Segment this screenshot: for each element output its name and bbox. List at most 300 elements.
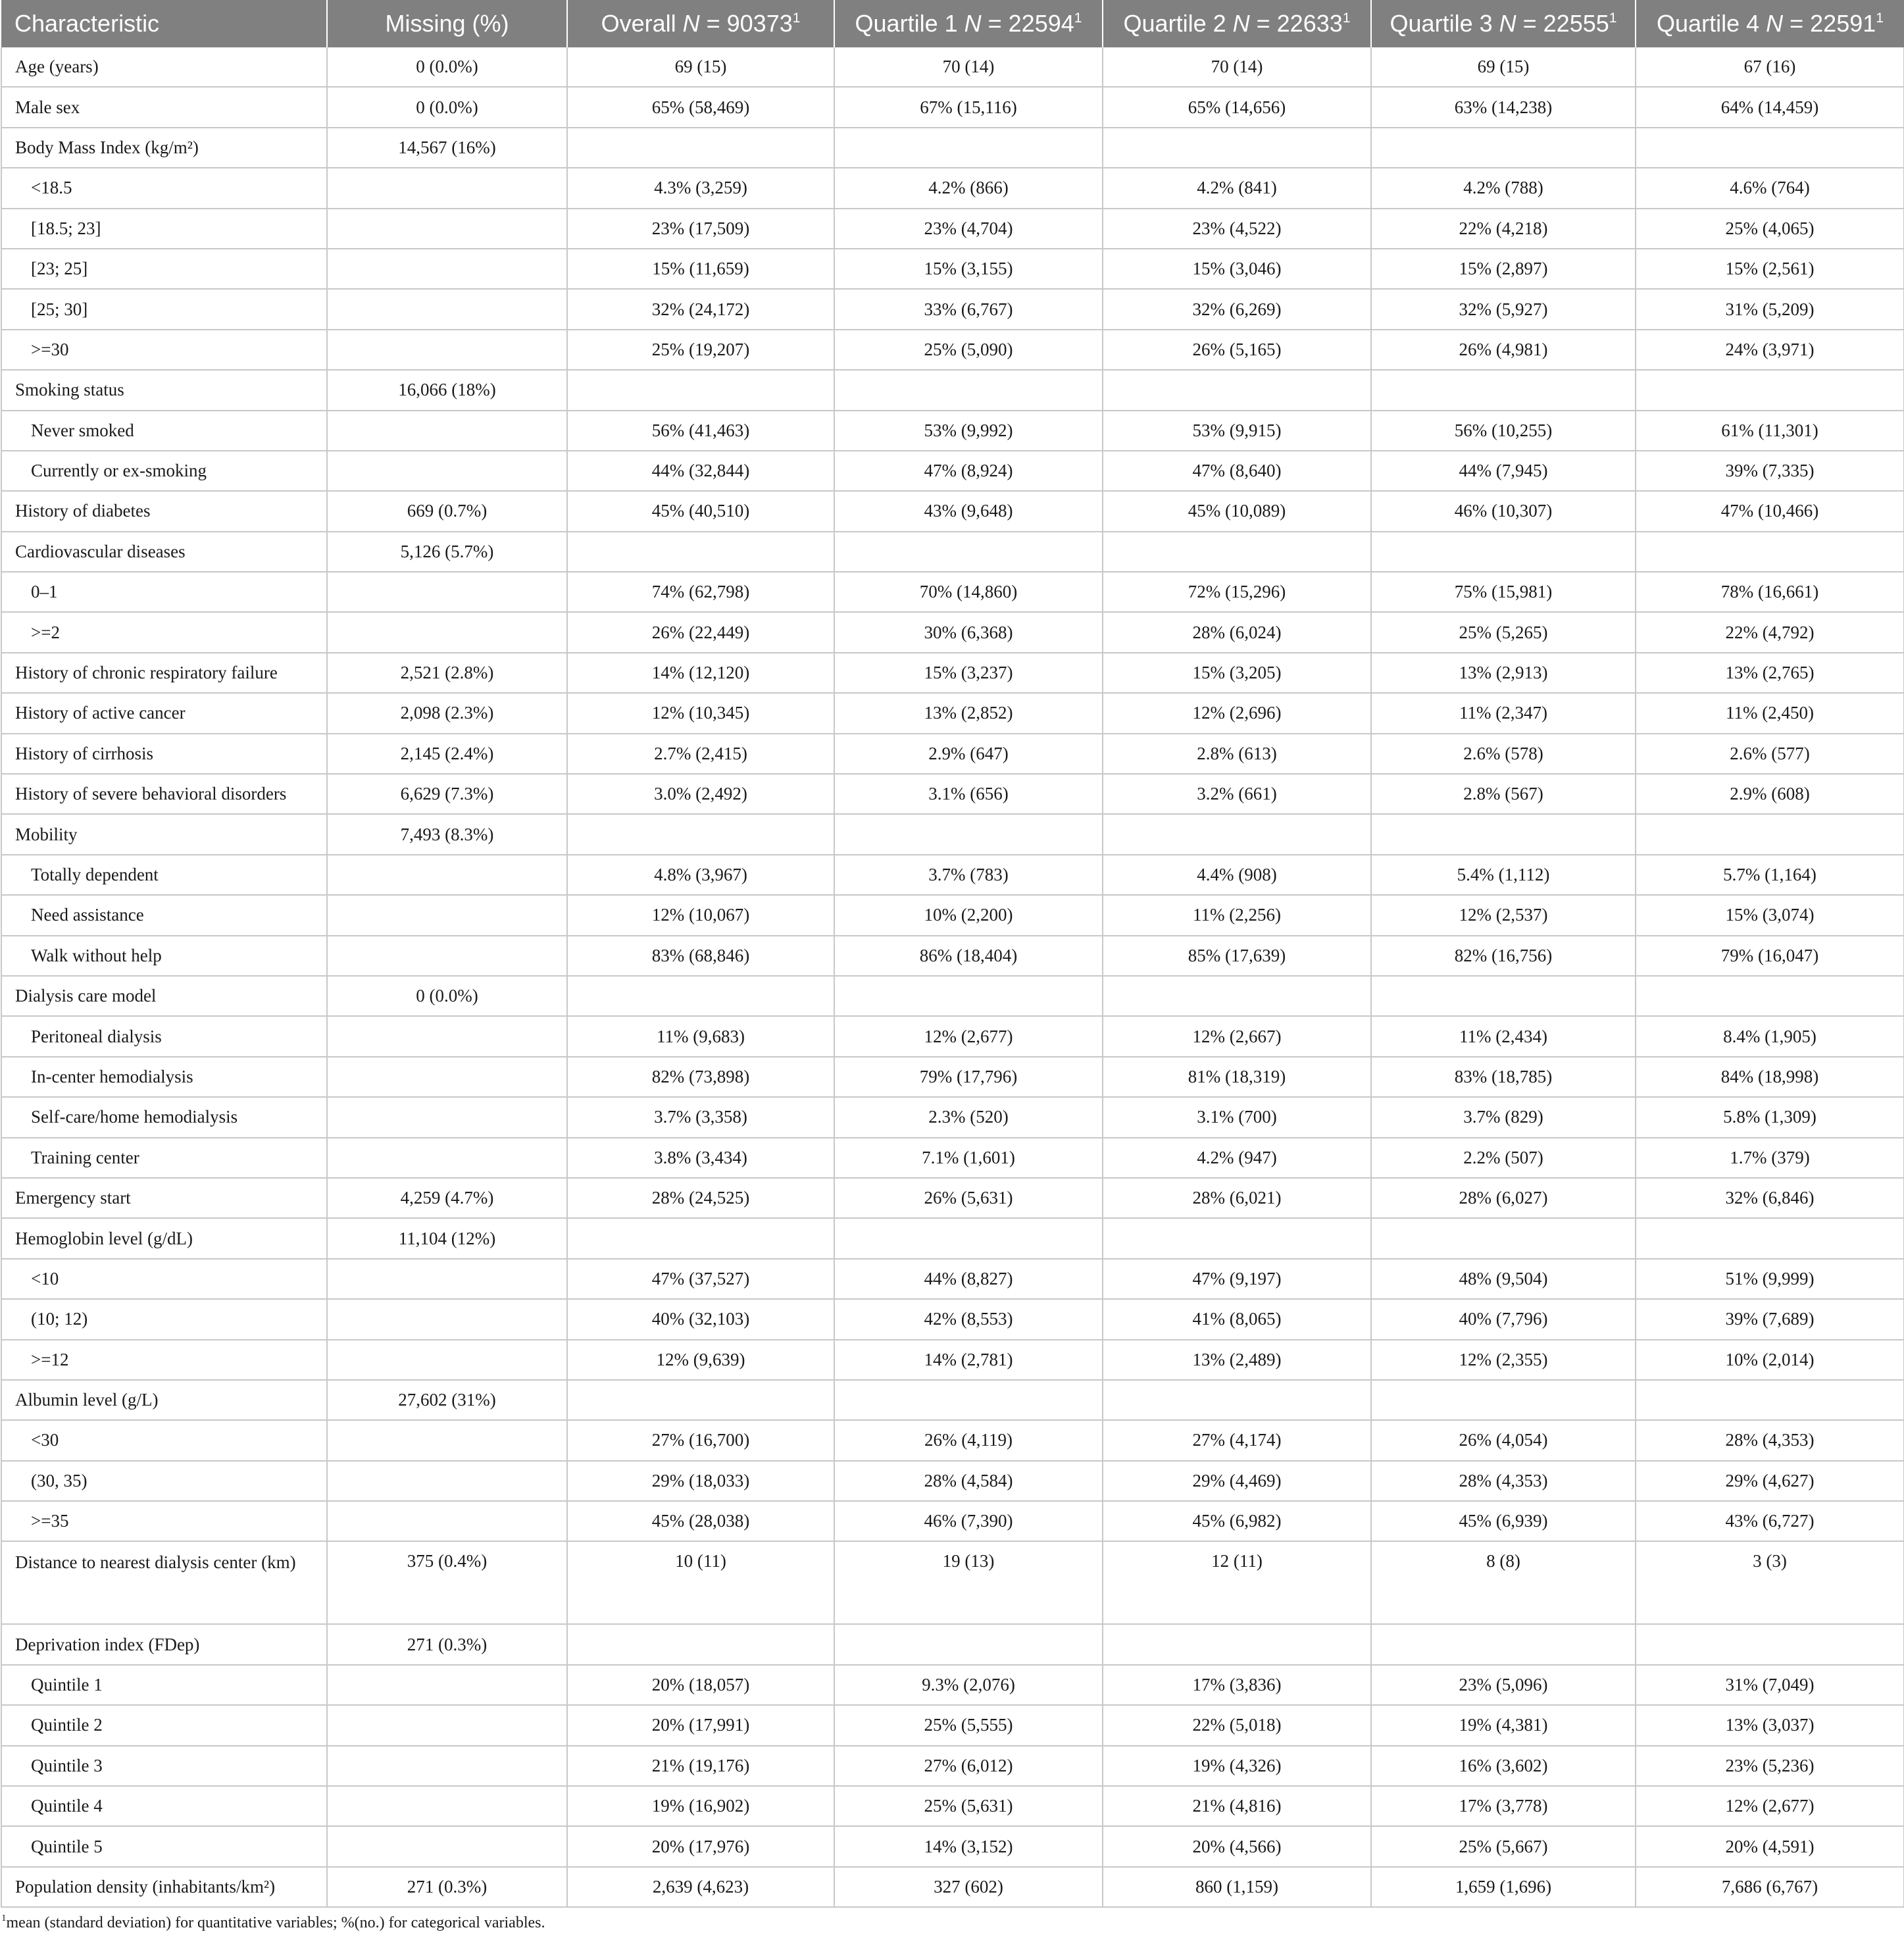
cell-quartile-1: 25% (5,555)	[834, 1705, 1103, 1745]
cell-quartile-4: 20% (4,591)	[1636, 1826, 1904, 1866]
cell-quartile-1: 67% (15,116)	[834, 87, 1103, 127]
cell-quartile-3: 11% (2,347)	[1371, 693, 1636, 733]
cell-missing	[327, 895, 567, 935]
row-label: <30	[1, 1420, 327, 1460]
cell-overall	[567, 370, 834, 410]
cell-quartile-2	[1103, 814, 1371, 854]
cell-quartile-4: 12% (2,677)	[1636, 1786, 1904, 1826]
table-row	[1, 1299, 1904, 1339]
cell-missing	[327, 168, 567, 208]
cell-overall	[567, 976, 834, 1016]
cell-quartile-1: 12% (2,677)	[834, 1016, 1103, 1056]
header-quartile-2	[1103, 0, 1371, 47]
cell-overall: 23% (17,509)	[567, 209, 834, 249]
cell-quartile-1	[834, 1218, 1103, 1258]
cell-quartile-4	[1636, 1624, 1904, 1664]
cell-quartile-2: 3.2% (661)	[1103, 774, 1371, 814]
table-row	[1, 653, 1904, 693]
row-label: >=2	[1, 612, 327, 652]
cell-quartile-2: 41% (8,065)	[1103, 1299, 1371, 1339]
cell-overall: 45% (40,510)	[567, 491, 834, 531]
cell-missing	[327, 1299, 567, 1339]
cell-missing	[327, 1016, 567, 1056]
cell-missing: 0 (0.0%)	[327, 976, 567, 1016]
cell-quartile-4: 5.8% (1,309)	[1636, 1097, 1904, 1137]
header-missing: Missing (%)	[327, 0, 567, 47]
cell-missing	[327, 855, 567, 895]
cell-quartile-4: 79% (16,047)	[1636, 936, 1904, 976]
cell-overall: 3.0% (2,492)	[567, 774, 834, 814]
cell-overall: 47% (37,527)	[567, 1259, 834, 1299]
cell-quartile-3: 17% (3,778)	[1371, 1786, 1636, 1826]
cell-quartile-3: 1,659 (1,696)	[1371, 1867, 1636, 1907]
cell-quartile-4: 7,686 (6,767)	[1636, 1867, 1904, 1907]
cell-overall: 21% (19,176)	[567, 1746, 834, 1786]
cell-quartile-2: 45% (6,982)	[1103, 1501, 1371, 1541]
cell-quartile-1	[834, 532, 1103, 572]
table-row	[1, 1461, 1904, 1501]
cell-missing	[327, 1057, 567, 1097]
cell-quartile-4: 43% (6,727)	[1636, 1501, 1904, 1541]
row-label: Age (years)	[1, 47, 327, 87]
table-row	[1, 1097, 1904, 1137]
row-label: Distance to nearest dialysis center (km)	[1, 1541, 327, 1624]
cell-quartile-3	[1371, 1380, 1636, 1420]
cell-missing	[327, 249, 567, 289]
header-n: N	[1499, 10, 1516, 37]
header-quartile-1	[834, 0, 1103, 47]
cell-quartile-1: 27% (6,012)	[834, 1746, 1103, 1786]
cell-overall: 32% (24,172)	[567, 289, 834, 329]
cell-quartile-2: 12 (11)	[1103, 1541, 1371, 1624]
header-n: N	[1232, 10, 1250, 37]
header-quartile-3	[1371, 0, 1636, 47]
cell-quartile-3: 2.8% (567)	[1371, 774, 1636, 814]
cell-quartile-4: 39% (7,689)	[1636, 1299, 1904, 1339]
row-label: (10; 12)	[1, 1299, 327, 1339]
row-label: >=12	[1, 1340, 327, 1380]
table-row	[1, 1016, 1904, 1056]
cell-quartile-4: 13% (3,037)	[1636, 1705, 1904, 1745]
row-label: Currently or ex-smoking	[1, 451, 327, 491]
header-quartile-4	[1636, 0, 1904, 47]
cell-quartile-1	[834, 1380, 1103, 1420]
cell-quartile-4: 5.7% (1,164)	[1636, 855, 1904, 895]
cell-quartile-3: 12% (2,537)	[1371, 895, 1636, 935]
cell-quartile-3: 4.2% (788)	[1371, 168, 1636, 208]
cell-quartile-4	[1636, 532, 1904, 572]
cell-missing	[327, 330, 567, 370]
table-row	[1, 1665, 1904, 1705]
table-row	[1, 895, 1904, 935]
table-row	[1, 1501, 1904, 1541]
cell-quartile-1: 3.7% (783)	[834, 855, 1103, 895]
cell-quartile-1: 47% (8,924)	[834, 451, 1103, 491]
cell-quartile-1: 25% (5,090)	[834, 330, 1103, 370]
cell-quartile-4: 28% (4,353)	[1636, 1420, 1904, 1460]
table-row	[1, 1541, 1904, 1624]
cell-missing	[327, 1826, 567, 1866]
cell-quartile-3	[1371, 814, 1636, 854]
cell-overall	[567, 128, 834, 168]
cell-quartile-4: 15% (3,074)	[1636, 895, 1904, 935]
header-footnote-mark: 1	[792, 11, 801, 26]
cell-quartile-4: 11% (2,450)	[1636, 693, 1904, 733]
header-label: Quartile 2	[1123, 10, 1226, 37]
table-row	[1, 612, 1904, 652]
cell-quartile-1	[834, 370, 1103, 410]
cell-quartile-4	[1636, 128, 1904, 168]
cell-quartile-2: 32% (6,269)	[1103, 289, 1371, 329]
cell-quartile-1: 2.3% (520)	[834, 1097, 1103, 1137]
row-label: Albumin level (g/L)	[1, 1380, 327, 1420]
table-row	[1, 1259, 1904, 1299]
cell-quartile-3: 26% (4,054)	[1371, 1420, 1636, 1460]
cell-quartile-2: 860 (1,159)	[1103, 1867, 1371, 1907]
cell-quartile-3: 63% (14,238)	[1371, 87, 1636, 127]
row-label: Population density (inhabitants/km²)	[1, 1867, 327, 1907]
cell-overall: 82% (73,898)	[567, 1057, 834, 1097]
cell-overall: 74% (62,798)	[567, 572, 834, 612]
table-row	[1, 330, 1904, 370]
cell-missing	[327, 1420, 567, 1460]
cell-quartile-4: 64% (14,459)	[1636, 87, 1904, 127]
cell-quartile-1: 9.3% (2,076)	[834, 1665, 1103, 1705]
cell-quartile-4: 22% (4,792)	[1636, 612, 1904, 652]
cell-missing: 16,066 (18%)	[327, 370, 567, 410]
table-row	[1, 249, 1904, 289]
cell-missing: 4,259 (4.7%)	[327, 1178, 567, 1218]
cell-quartile-2: 21% (4,816)	[1103, 1786, 1371, 1826]
cell-overall: 27% (16,700)	[567, 1420, 834, 1460]
cell-quartile-2: 28% (6,024)	[1103, 612, 1371, 652]
table-row	[1, 855, 1904, 895]
header-n-value: = 22555	[1516, 10, 1609, 37]
row-label: Hemoglobin level (g/dL)	[1, 1218, 327, 1258]
cell-missing	[327, 1138, 567, 1178]
header-n: N	[964, 10, 982, 37]
cell-quartile-2: 29% (4,469)	[1103, 1461, 1371, 1501]
cell-quartile-2: 47% (9,197)	[1103, 1259, 1371, 1299]
row-label: Quintile 1	[1, 1665, 327, 1705]
cell-quartile-4: 67 (16)	[1636, 47, 1904, 87]
row-label: History of cirrhosis	[1, 734, 327, 774]
header-footnote-mark: 1	[1074, 11, 1082, 26]
row-label: Quintile 5	[1, 1826, 327, 1866]
cell-quartile-2: 28% (6,021)	[1103, 1178, 1371, 1218]
cell-quartile-3: 2.6% (578)	[1371, 734, 1636, 774]
cell-quartile-2	[1103, 1218, 1371, 1258]
cell-quartile-3	[1371, 1218, 1636, 1258]
row-label: Mobility	[1, 814, 327, 854]
cell-quartile-4: 1.7% (379)	[1636, 1138, 1904, 1178]
table-row	[1, 572, 1904, 612]
cell-quartile-1: 15% (3,237)	[834, 653, 1103, 693]
cell-overall: 14% (12,120)	[567, 653, 834, 693]
cell-quartile-1: 26% (5,631)	[834, 1178, 1103, 1218]
cell-quartile-2: 53% (9,915)	[1103, 411, 1371, 451]
table-row	[1, 1705, 1904, 1745]
cell-quartile-4	[1636, 370, 1904, 410]
row-label: Need assistance	[1, 895, 327, 935]
cell-overall	[567, 1218, 834, 1258]
row-label: Self-care/home hemodialysis	[1, 1097, 327, 1137]
row-label: Male sex	[1, 87, 327, 127]
cell-quartile-4: 78% (16,661)	[1636, 572, 1904, 612]
table-row	[1, 1340, 1904, 1380]
cell-missing: 0 (0.0%)	[327, 47, 567, 87]
table-footnote	[1, 1913, 1904, 1932]
cell-quartile-4: 47% (10,466)	[1636, 491, 1904, 531]
cell-quartile-4	[1636, 976, 1904, 1016]
cell-quartile-4: 24% (3,971)	[1636, 330, 1904, 370]
cell-missing: 669 (0.7%)	[327, 491, 567, 531]
row-label: History of chronic respiratory failure	[1, 653, 327, 693]
cell-quartile-1: 7.1% (1,601)	[834, 1138, 1103, 1178]
cell-missing	[327, 411, 567, 451]
row-label: [25; 30]	[1, 289, 327, 329]
cell-quartile-4: 31% (5,209)	[1636, 289, 1904, 329]
cell-overall: 83% (68,846)	[567, 936, 834, 976]
cell-quartile-4: 3 (3)	[1636, 1541, 1904, 1624]
cell-quartile-1	[834, 814, 1103, 854]
cell-missing	[327, 936, 567, 976]
cell-quartile-4: 39% (7,335)	[1636, 451, 1904, 491]
cell-missing: 7,493 (8.3%)	[327, 814, 567, 854]
row-label: History of active cancer	[1, 693, 327, 733]
cell-missing	[327, 1461, 567, 1501]
row-label: Emergency start	[1, 1178, 327, 1218]
cell-quartile-2: 22% (5,018)	[1103, 1705, 1371, 1745]
row-label: Quintile 4	[1, 1786, 327, 1826]
table-row	[1, 289, 1904, 329]
cell-overall: 29% (18,033)	[567, 1461, 834, 1501]
cell-quartile-3: 56% (10,255)	[1371, 411, 1636, 451]
cell-quartile-3: 25% (5,265)	[1371, 612, 1636, 652]
cell-quartile-3: 23% (5,096)	[1371, 1665, 1636, 1705]
cell-quartile-2: 45% (10,089)	[1103, 491, 1371, 531]
cell-missing	[327, 1746, 567, 1786]
cell-overall: 69 (15)	[567, 47, 834, 87]
cell-quartile-4: 32% (6,846)	[1636, 1178, 1904, 1218]
cell-quartile-3: 45% (6,939)	[1371, 1501, 1636, 1541]
cell-quartile-2	[1103, 128, 1371, 168]
cell-quartile-1: 2.9% (647)	[834, 734, 1103, 774]
cell-quartile-1: 53% (9,992)	[834, 411, 1103, 451]
cell-quartile-2: 2.8% (613)	[1103, 734, 1371, 774]
header-n-value: = 22591	[1783, 10, 1876, 37]
row-label: <10	[1, 1259, 327, 1299]
cell-missing	[327, 1097, 567, 1137]
row-label: History of severe behavioral disorders	[1, 774, 327, 814]
footnote-mark: 1	[1, 1913, 7, 1924]
cell-quartile-3: 28% (6,027)	[1371, 1178, 1636, 1218]
cell-overall	[567, 1624, 834, 1664]
cell-quartile-3: 48% (9,504)	[1371, 1259, 1636, 1299]
row-label: [18.5; 23]	[1, 209, 327, 249]
cell-quartile-2: 85% (17,639)	[1103, 936, 1371, 976]
cell-missing	[327, 289, 567, 329]
cell-quartile-1	[834, 1624, 1103, 1664]
cell-quartile-2: 15% (3,046)	[1103, 249, 1371, 289]
cell-quartile-1: 79% (17,796)	[834, 1057, 1103, 1097]
cell-quartile-3: 5.4% (1,112)	[1371, 855, 1636, 895]
cell-quartile-3: 75% (15,981)	[1371, 572, 1636, 612]
cell-overall: 2,639 (4,623)	[567, 1867, 834, 1907]
cell-quartile-1: 25% (5,631)	[834, 1786, 1103, 1826]
cell-quartile-3: 32% (5,927)	[1371, 289, 1636, 329]
row-label: <18.5	[1, 168, 327, 208]
cell-quartile-3: 46% (10,307)	[1371, 491, 1636, 531]
row-label: Never smoked	[1, 411, 327, 451]
cell-quartile-2: 11% (2,256)	[1103, 895, 1371, 935]
row-label: Body Mass Index (kg/m²)	[1, 128, 327, 168]
cell-quartile-1: 327 (602)	[834, 1867, 1103, 1907]
cell-quartile-2: 4.2% (947)	[1103, 1138, 1371, 1178]
cell-quartile-3	[1371, 1624, 1636, 1664]
cell-quartile-4: 15% (2,561)	[1636, 249, 1904, 289]
cell-quartile-2: 19% (4,326)	[1103, 1746, 1371, 1786]
cell-quartile-2	[1103, 1624, 1371, 1664]
cell-quartile-3: 26% (4,981)	[1371, 330, 1636, 370]
table-row	[1, 87, 1904, 127]
header-overall	[567, 0, 834, 47]
cell-quartile-4: 84% (18,998)	[1636, 1057, 1904, 1097]
cell-quartile-1: 33% (6,767)	[834, 289, 1103, 329]
cell-overall: 44% (32,844)	[567, 451, 834, 491]
cell-quartile-2: 27% (4,174)	[1103, 1420, 1371, 1460]
cell-quartile-1	[834, 128, 1103, 168]
table-row	[1, 1786, 1904, 1826]
header-footnote-mark: 1	[1876, 11, 1884, 26]
table-row	[1, 411, 1904, 451]
cell-overall: 20% (17,976)	[567, 1826, 834, 1866]
row-label: Smoking status	[1, 370, 327, 410]
row-label: History of diabetes	[1, 491, 327, 531]
cell-missing: 2,521 (2.8%)	[327, 653, 567, 693]
cell-overall: 12% (10,345)	[567, 693, 834, 733]
table-body	[1, 47, 1904, 1907]
cell-overall: 12% (10,067)	[567, 895, 834, 935]
cell-overall	[567, 532, 834, 572]
cell-quartile-2	[1103, 976, 1371, 1016]
table-row	[1, 936, 1904, 976]
table-row	[1, 370, 1904, 410]
cell-quartile-2	[1103, 370, 1371, 410]
cell-missing: 14,567 (16%)	[327, 128, 567, 168]
cell-overall	[567, 1380, 834, 1420]
cell-quartile-2: 47% (8,640)	[1103, 451, 1371, 491]
cell-overall: 19% (16,902)	[567, 1786, 834, 1826]
table-row	[1, 1380, 1904, 1420]
cell-missing	[327, 1786, 567, 1826]
table-row	[1, 128, 1904, 168]
cell-quartile-1: 26% (4,119)	[834, 1420, 1103, 1460]
cell-quartile-1: 19 (13)	[834, 1541, 1103, 1624]
cell-quartile-3: 83% (18,785)	[1371, 1057, 1636, 1097]
cell-quartile-2: 26% (5,165)	[1103, 330, 1371, 370]
row-label: (30, 35)	[1, 1461, 327, 1501]
row-label: 0–1	[1, 572, 327, 612]
cell-quartile-1: 70% (14,860)	[834, 572, 1103, 612]
cell-overall: 3.8% (3,434)	[567, 1138, 834, 1178]
cell-quartile-2: 15% (3,205)	[1103, 653, 1371, 693]
cell-overall: 28% (24,525)	[567, 1178, 834, 1218]
cell-quartile-3: 19% (4,381)	[1371, 1705, 1636, 1745]
cell-missing: 5,126 (5.7%)	[327, 532, 567, 572]
cell-quartile-1: 23% (4,704)	[834, 209, 1103, 249]
cell-quartile-3: 3.7% (829)	[1371, 1097, 1636, 1137]
cell-quartile-1: 15% (3,155)	[834, 249, 1103, 289]
cell-quartile-3: 82% (16,756)	[1371, 936, 1636, 976]
header-footnote-mark: 1	[1609, 11, 1617, 26]
cell-overall: 4.8% (3,967)	[567, 855, 834, 895]
table-row	[1, 814, 1904, 854]
cell-missing	[327, 1259, 567, 1299]
cell-quartile-3: 28% (4,353)	[1371, 1461, 1636, 1501]
cell-missing	[327, 451, 567, 491]
cell-quartile-1: 43% (9,648)	[834, 491, 1103, 531]
cell-quartile-1: 28% (4,584)	[834, 1461, 1103, 1501]
cell-quartile-4	[1636, 1380, 1904, 1420]
cell-overall	[567, 814, 834, 854]
cell-quartile-2: 70 (14)	[1103, 47, 1371, 87]
row-label: Dialysis care model	[1, 976, 327, 1016]
header-label: Quartile 4	[1657, 10, 1760, 37]
row-label: Walk without help	[1, 936, 327, 976]
table-row	[1, 734, 1904, 774]
cell-quartile-2: 4.2% (841)	[1103, 168, 1371, 208]
cell-overall: 20% (18,057)	[567, 1665, 834, 1705]
cell-quartile-3: 15% (2,897)	[1371, 249, 1636, 289]
cell-quartile-4: 4.6% (764)	[1636, 168, 1904, 208]
cell-overall: 20% (17,991)	[567, 1705, 834, 1745]
cell-quartile-3: 22% (4,218)	[1371, 209, 1636, 249]
cell-quartile-3	[1371, 976, 1636, 1016]
cell-overall: 12% (9,639)	[567, 1340, 834, 1380]
cell-quartile-3: 11% (2,434)	[1371, 1016, 1636, 1056]
header-n: N	[682, 10, 700, 37]
cell-missing	[327, 612, 567, 652]
footnote-text: mean (standard deviation) for quantitative variables; %(no.) for categorical variables.	[6, 1914, 545, 1932]
cell-overall: 2.7% (2,415)	[567, 734, 834, 774]
cell-quartile-4: 25% (4,065)	[1636, 209, 1904, 249]
header-footnote-mark: 1	[1342, 11, 1351, 26]
cell-missing: 2,145 (2.4%)	[327, 734, 567, 774]
table-row	[1, 47, 1904, 87]
cell-quartile-4: 2.6% (577)	[1636, 734, 1904, 774]
table-row	[1, 1178, 1904, 1218]
cell-overall: 3.7% (3,358)	[567, 1097, 834, 1137]
cell-quartile-1: 4.2% (866)	[834, 168, 1103, 208]
cell-missing: 271 (0.3%)	[327, 1867, 567, 1907]
cell-overall: 4.3% (3,259)	[567, 168, 834, 208]
cell-quartile-2: 17% (3,836)	[1103, 1665, 1371, 1705]
row-label: >=35	[1, 1501, 327, 1541]
cell-quartile-1: 10% (2,200)	[834, 895, 1103, 935]
table-row	[1, 1746, 1904, 1786]
cell-quartile-2: 20% (4,566)	[1103, 1826, 1371, 1866]
row-label: Quintile 3	[1, 1746, 327, 1786]
cell-missing	[327, 1705, 567, 1745]
table-row	[1, 1826, 1904, 1866]
cell-quartile-4: 23% (5,236)	[1636, 1746, 1904, 1786]
cell-quartile-3: 12% (2,355)	[1371, 1340, 1636, 1380]
cell-missing: 27,602 (31%)	[327, 1380, 567, 1420]
cell-quartile-2: 23% (4,522)	[1103, 209, 1371, 249]
cell-quartile-4: 8.4% (1,905)	[1636, 1016, 1904, 1056]
cell-quartile-2: 4.4% (908)	[1103, 855, 1371, 895]
